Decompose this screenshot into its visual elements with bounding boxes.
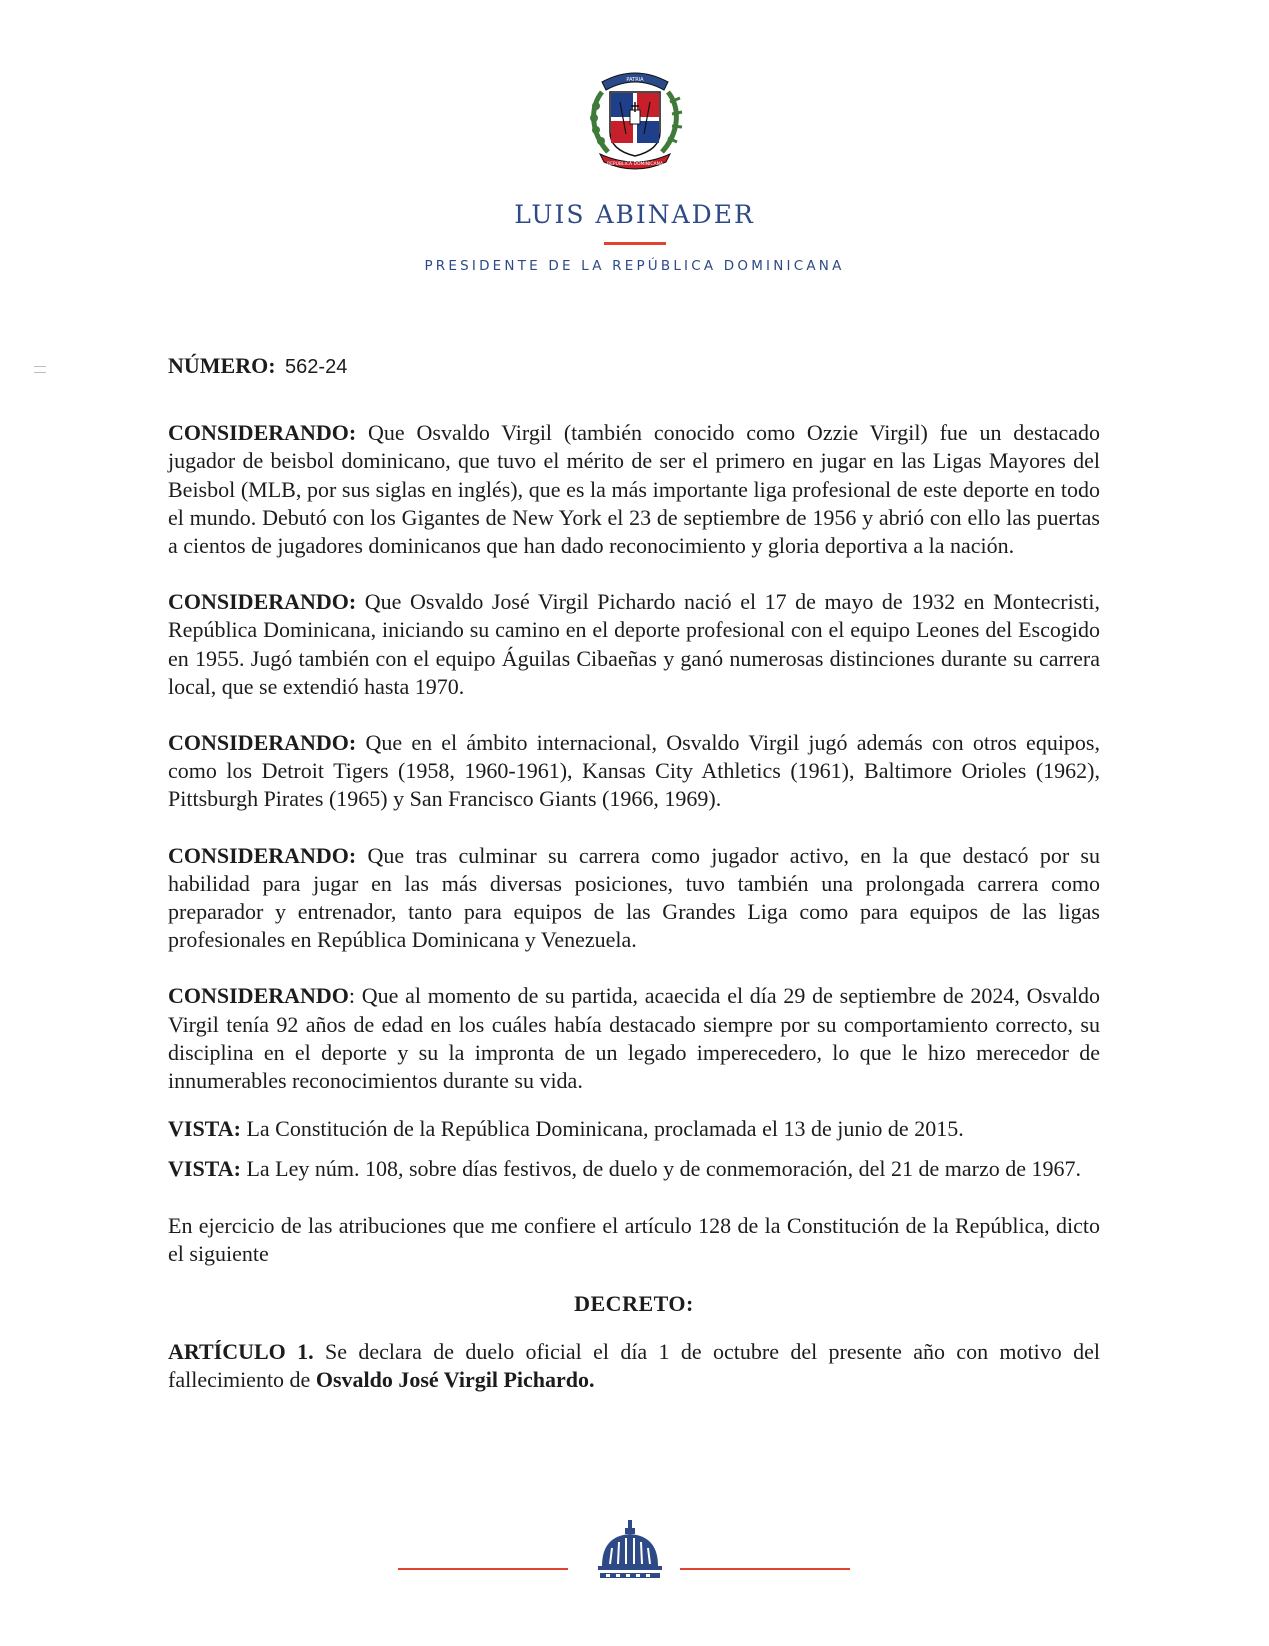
considerando-text: Que Osvaldo Virgil (también conocido como Ozzie Virgil) fue un destacado jugador de beisbol dominicano, que tuvo el mérito de ser el primero en jugar en las Ligas Mayores del Beisbol (MLB, por sus siglas en inglés), que es la más importante liga profesional de este deporte en todo el mundo. Debutó con los Gigantes de New York el 23 de septiembre de 1956 y abrió con ello las puertas a cientos de jugadores dominicanos que han dado reconocimiento y gloria deportiva a la nación. xyxy=(168,420,1100,559)
considerando-lead: CONSIDERANDO: xyxy=(168,589,357,615)
considerando-paragraph xyxy=(168,419,1100,560)
decreto-heading: DECRETO: xyxy=(574,1291,694,1317)
considerando-text: Que tras culminar su carrera como jugador activo, en la que destacó por su habilidad para jugar en las más diversas posiciones, tuvo también una prolongada carrera como preparador y entrenador, tanto para equipos de las Grandes Liga como para equipos de las ligas profesionales en República Dominicana y Venezuela. xyxy=(168,842,1100,953)
coat-of-arms-icon xyxy=(580,62,690,172)
considerando-paragraph xyxy=(168,842,1100,955)
vista-text: La Constitución de la República Dominicana, proclamada el 13 de junio de 2015. xyxy=(240,1116,964,1142)
considerando-text: : Que al momento de su partida, acaecida el día 29 de septiembre de 2024, Osvaldo Virgil tenía 92 años de edad en los cuáles había destacado siempre por su comportamiento correcto, su disciplina en el deporte y su la impronta de un legado imperecedero, lo que le hizo merecedor de innumerables reconocimientos durante su vida. xyxy=(168,983,1100,1094)
decree-body xyxy=(168,352,1100,1423)
considerando-lead: CONSIDERANDO: xyxy=(168,730,357,756)
vista-paragraph xyxy=(168,1115,1100,1143)
ejercicio-paragraph: En ejercicio de las atribuciones que me confiere el artículo 128 de la Constitución de la República, dicto el siguiente xyxy=(168,1212,1100,1266)
considerando-text: Que Osvaldo José Virgil Pichardo nació el 17 de mayo de 1932 en Montecristi, República Dominicana, iniciando su camino en el deporte profesional con el equipo Leones del Escogido en 1955. Jugó también con el equipo Águilas Cibaeñas y ganó numerosas distinciones durante su carrera local, que se extendió hasta 1970. xyxy=(168,589,1100,699)
palace-dome-icon xyxy=(596,1520,664,1582)
footer-divider-right xyxy=(680,1568,850,1570)
president-name: LUIS ABINADER xyxy=(514,200,755,229)
header-divider xyxy=(604,242,666,245)
articulo-1-name: Osvaldo José Virgil Pichardo. xyxy=(315,1367,595,1393)
vista-paragraph xyxy=(168,1155,1100,1183)
emblem-motto: PATRIA xyxy=(626,77,644,83)
considerando-paragraph xyxy=(168,729,1100,814)
considerando-text: Que en el ámbito internacional, Osvaldo Virgil jugó además con otros equipos, como los Detroit Tigers (1958, 1960-1961), Kansas City Athletics (1961), Baltimore Orioles (1962), Pittsburgh Pirates (1965) y San Francisco Giants (1966, 1969). xyxy=(168,730,1100,812)
considerando-paragraph xyxy=(168,588,1100,701)
margin-mark xyxy=(34,366,46,367)
considerando-lead: CONSIDERANDO xyxy=(168,983,349,1009)
vista-lead: VISTA: xyxy=(168,1156,241,1182)
considerando-lead: CONSIDERANDO: xyxy=(168,420,357,446)
margin-mark xyxy=(34,372,46,373)
articulo-1-text: Se declara de duelo oficial el día 1 de octubre del presente año con motivo del fallecimiento de xyxy=(168,1339,1100,1393)
decree-number xyxy=(168,352,1100,381)
footer-divider-left xyxy=(398,1568,568,1570)
emblem-ribbon-text: REPÚBLICA DOMINICANA xyxy=(606,162,664,167)
articulo-1 xyxy=(168,1338,1100,1394)
decree-number-label: NÚMERO: xyxy=(168,353,276,378)
president-title: PRESIDENTE DE LA REPÚBLICA DOMINICANA xyxy=(424,258,845,274)
page-footer xyxy=(0,1520,1269,1590)
considerando-paragraph xyxy=(168,982,1100,1095)
decree-number-value: 562-24 xyxy=(285,356,348,378)
vista-text: La Ley núm. 108, sobre días festivos, de duelo y de conmemoración, del 21 de marzo de 1967. xyxy=(240,1156,1082,1182)
considerando-lead: CONSIDERANDO: xyxy=(168,842,357,868)
vista-lead: VISTA: xyxy=(168,1116,241,1142)
articulo-1-lead: ARTÍCULO 1. xyxy=(168,1339,314,1365)
